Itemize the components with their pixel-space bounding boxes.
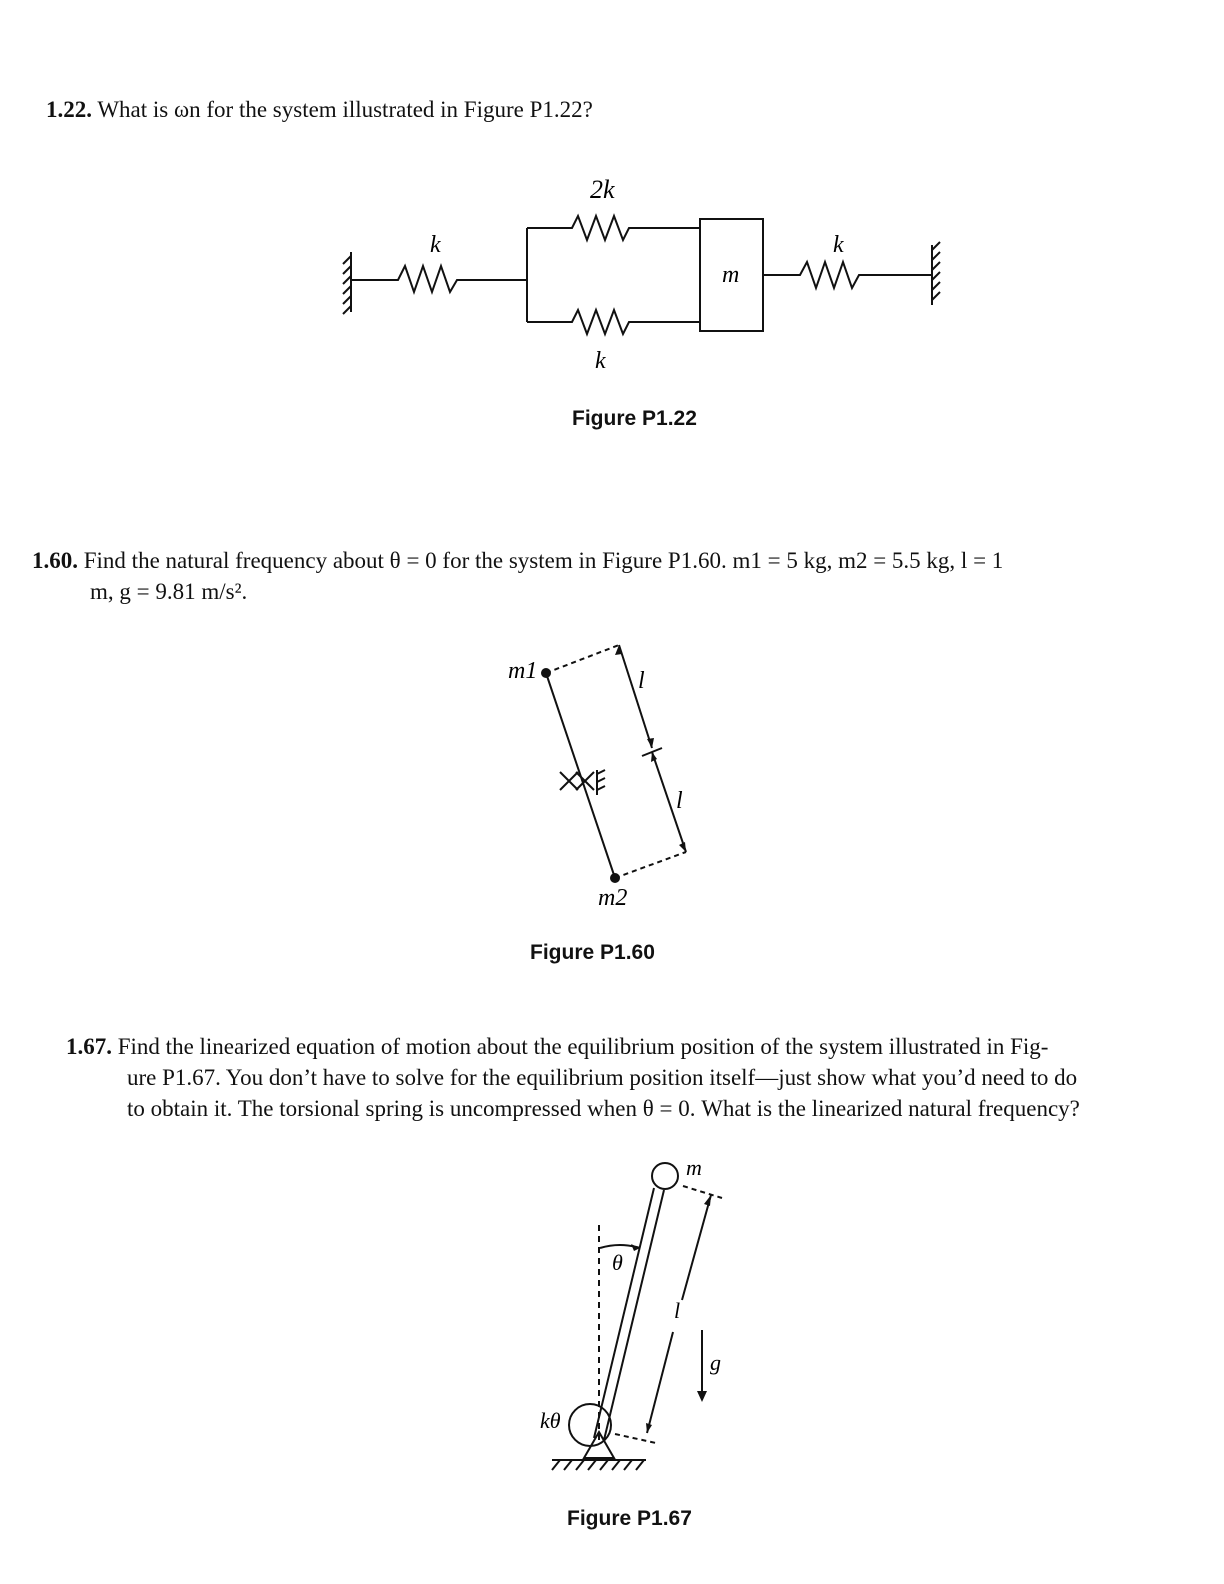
right-wall-hatch	[932, 242, 940, 300]
theta-arc	[600, 1245, 640, 1248]
rod-edge-left	[594, 1188, 654, 1438]
gravity-arrow-head-icon	[697, 1391, 707, 1402]
length-label: l	[674, 1298, 681, 1323]
figure-p1-22-caption: Figure P1.22	[572, 407, 697, 430]
left-spring	[351, 266, 527, 292]
dim-extension-top	[683, 1186, 722, 1198]
problem-1-60	[32, 545, 1003, 607]
pivot-hatch	[597, 770, 605, 790]
dim-arrow-icon	[647, 738, 654, 748]
dim-extension-top	[546, 645, 619, 673]
dim-arrow-icon	[704, 1195, 711, 1206]
dim-line-bottom	[652, 752, 686, 852]
problem-text: What is ωn for the system illustrated in Figure P1.22?	[97, 97, 593, 122]
problem-number: 1.60.	[32, 548, 78, 573]
ground-hatch	[552, 1460, 644, 1470]
left-wall-hatch	[343, 256, 351, 314]
spring-label: kθ	[540, 1408, 561, 1433]
dim-arrow-icon	[646, 1423, 652, 1433]
dim-midline-tick	[642, 748, 662, 756]
right-spring-label: k	[833, 232, 844, 258]
mass-label: m	[686, 1155, 702, 1180]
figure-p1-60-caption: Figure P1.60	[530, 941, 655, 964]
dim-arrow-icon	[615, 645, 622, 655]
dim-extension-bottom	[615, 1434, 656, 1443]
dim-arrow-icon	[651, 752, 657, 762]
dim-line-top	[682, 1195, 711, 1300]
rod	[546, 673, 615, 878]
problem-number: 1.22.	[46, 97, 92, 122]
theta-arrow-icon	[631, 1244, 640, 1251]
mass-ball	[652, 1163, 678, 1189]
mass-m1	[541, 668, 551, 678]
m2-label: m2	[598, 885, 628, 911]
bottom-spring	[527, 310, 700, 334]
problem-text-line-2: ure P1.67. You don’t have to solve for the equilibrium position itself—just show what you’d need to do	[127, 1065, 1078, 1090]
bottom-spring-label: k	[595, 348, 606, 374]
right-spring	[763, 262, 932, 288]
dim-arrow-icon	[679, 842, 686, 852]
top-spring-label: 2k	[590, 175, 615, 204]
dim-line-bottom	[647, 1332, 673, 1433]
rod-edge-right	[604, 1190, 664, 1440]
pivot-support	[560, 772, 594, 790]
gravity-label: g	[710, 1350, 721, 1375]
length-label-top: l	[638, 668, 645, 694]
length-label-bottom: l	[676, 788, 683, 814]
problem-text-line-3: to obtain it. The torsional spring is uncompressed when θ = 0. What is the linearized natural frequency?	[127, 1096, 1080, 1121]
dim-line-top	[619, 645, 652, 748]
mass-label: m	[722, 262, 740, 288]
torsional-spring	[569, 1404, 611, 1446]
figure-p1-67-caption: Figure P1.67	[567, 1507, 692, 1530]
problem-text-line-2: m, g = 9.81 m/s².	[90, 579, 248, 604]
theta-label: θ	[612, 1250, 623, 1275]
problem-text-line-1: Find the linearized equation of motion about the equilibrium position of the system illustrated in Fig-	[117, 1034, 1049, 1059]
mass-m2	[610, 873, 620, 883]
m1-label: m1	[508, 658, 538, 684]
problem-1-67	[66, 1031, 1080, 1124]
problem-1-22	[46, 94, 593, 125]
problem-number: 1.67.	[66, 1034, 112, 1059]
mass-block	[700, 219, 763, 331]
left-spring-label: k	[430, 232, 441, 258]
top-spring	[527, 216, 700, 240]
problem-text-line-1: Find the natural frequency about θ = 0 for the system in Figure P1.60. m1 = 5 kg, m2 = 5.5 kg, l = 1	[83, 548, 1004, 573]
dim-extension-bottom	[615, 852, 686, 878]
pivot-support	[584, 1432, 614, 1458]
